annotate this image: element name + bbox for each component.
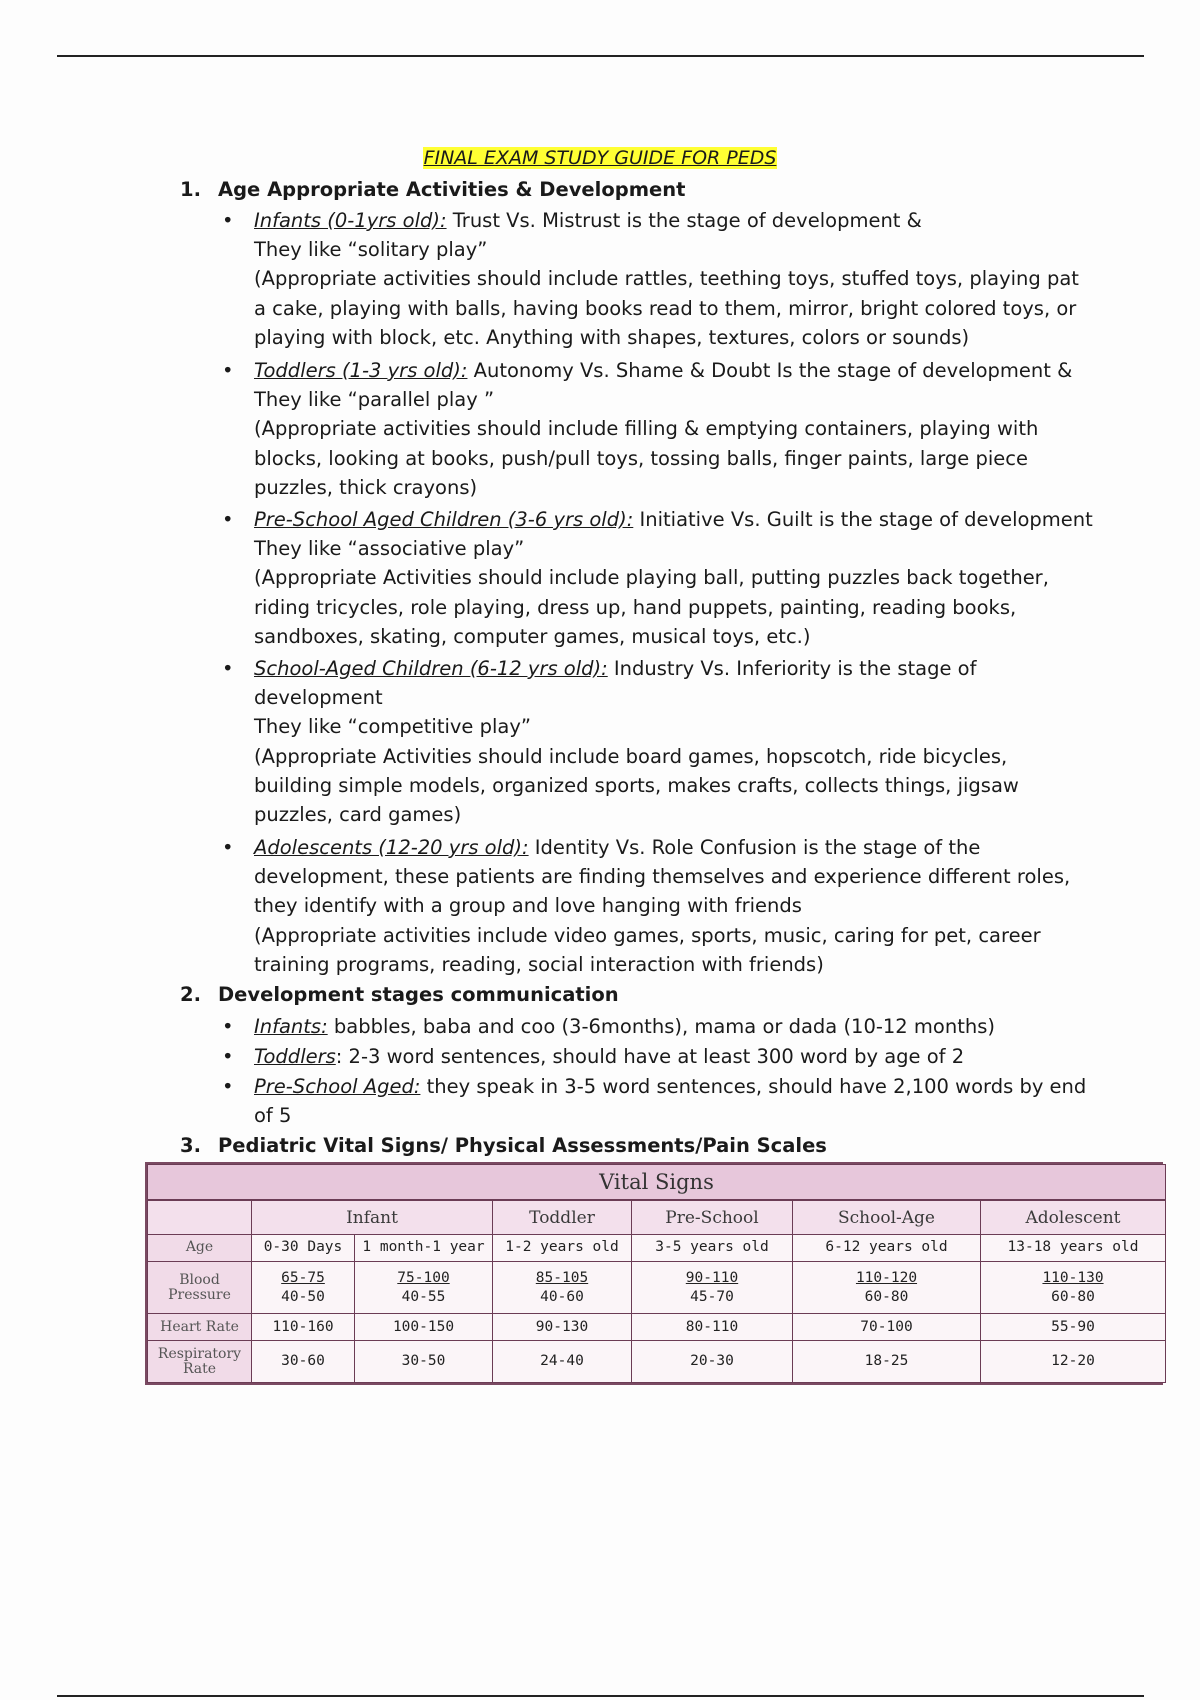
bp-cell: 110-130 60-80 xyxy=(981,1261,1166,1313)
list-item-preschool: • Pre-School Aged Children (3-6 yrs old): Initiative Vs. Guilt is the stage of development They like “associative play” (Appropriate Activities should include playing ball, putting puzzles back together, riding tricycles, role playing, dress up, hand puppets, painting, reading books, sandboxes, skating, computer games, musical toys, etc.) xyxy=(222,505,1102,651)
row-label-respiratory-rate: Respiratory Rate xyxy=(148,1341,252,1383)
header-adolescent: Adolescent xyxy=(981,1200,1166,1235)
top-rule xyxy=(57,55,1144,57)
list-item-school-age: • School-Aged Children (6-12 yrs old): Industry Vs. Inferiority is the stage of development They like “competitive play” (Appropriate Activities should include board games, hopscotch, ride bicycles, building simple models, organized sports, makes crafts, collects things, jigsaw puzzles, card games) xyxy=(222,654,1102,829)
section-heading-2: 2. Development stages communication xyxy=(180,983,619,1006)
hr-cell: 70-100 xyxy=(793,1314,981,1341)
row-label-blood-pressure: Blood Pressure xyxy=(148,1261,252,1313)
bp-cell: 110-120 60-80 xyxy=(793,1261,981,1313)
age-cell: 3-5 years old xyxy=(632,1235,793,1262)
table-row-age xyxy=(148,1235,1166,1262)
bullet-icon: • xyxy=(222,359,234,382)
bp-cell: 65-75 40-50 xyxy=(252,1261,355,1313)
age-cell: 1 month-1 year xyxy=(355,1235,493,1262)
bp-cell: 90-110 45-70 xyxy=(632,1261,793,1313)
table-row-blood-pressure xyxy=(148,1261,1166,1313)
age-cell: 13-18 years old xyxy=(981,1235,1166,1262)
header-preschool: Pre-School xyxy=(632,1200,793,1235)
section-heading-1: 1. Age Appropriate Activities & Development xyxy=(180,178,686,201)
bottom-rule xyxy=(57,1695,1144,1697)
list-item-toddlers: • Toddlers (1-3 yrs old): Autonomy Vs. Shame & Doubt Is the stage of development & They like “parallel play ” (Appropriate activities should include filling & emptying containers, playing with blocks, looking at books, push/pull toys, tossing balls, finger paints, large piece puzzles, thick crayons) xyxy=(222,356,1102,502)
age-cell: 6-12 years old xyxy=(793,1235,981,1262)
age-cell: 1-2 years old xyxy=(493,1235,632,1262)
table-row-respiratory-rate xyxy=(148,1341,1166,1383)
header-infant: Infant xyxy=(252,1200,493,1235)
page-title: FINAL EXAM STUDY GUIDE FOR PEDS xyxy=(423,147,777,169)
bullet-icon: • xyxy=(222,1045,234,1068)
list-item-adolescents: • Adolescents (12-20 yrs old): Identity Vs. Role Confusion is the stage of the development, these patients are finding themselves and experience different roles, they identify with a group and love hanging with friends (Appropriate activities include video games, sports, music, caring for pet, career training programs, reading, social interaction with friends) xyxy=(222,833,1102,979)
table-row-heart-rate xyxy=(148,1314,1166,1341)
hr-cell: 55-90 xyxy=(981,1314,1166,1341)
rr-cell: 24-40 xyxy=(493,1341,632,1383)
hr-cell: 80-110 xyxy=(632,1314,793,1341)
row-label-age: Age xyxy=(148,1235,252,1262)
list-item-comm-infants: • Infants: babbles, baba and coo (3-6months), mama or dada (10-12 months) xyxy=(222,1012,1102,1041)
bp-cell: 85-105 40-60 xyxy=(493,1261,632,1313)
bullet-icon: • xyxy=(222,508,234,531)
vital-signs-table xyxy=(145,1162,1163,1385)
list-item-infants: • Infants (0-1yrs old): Trust Vs. Mistrust is the stage of development & They like “solitary play” (Appropriate activities should include rattles, teething toys, stuffed toys, playing pat a cake, playing with balls, having books read to them, mirror, bright colored toys, or playing with block, etc. Anything with shapes, textures, colors or sounds) xyxy=(222,206,1102,352)
list-item-comm-toddlers: • Toddlers: 2-3 word sentences, should have at least 300 word by age of 2 xyxy=(222,1042,1102,1071)
vital-signs-caption: Vital Signs xyxy=(148,1165,1166,1201)
section-heading-3: 3. Pediatric Vital Signs/ Physical Assessments/Pain Scales xyxy=(180,1134,827,1157)
rr-cell: 30-50 xyxy=(355,1341,493,1383)
bullet-icon: • xyxy=(222,209,234,232)
hr-cell: 110-160 xyxy=(252,1314,355,1341)
rr-cell: 30-60 xyxy=(252,1341,355,1383)
header-toddler: Toddler xyxy=(493,1200,632,1235)
bullet-icon: • xyxy=(222,1015,234,1038)
rr-cell: 12-20 xyxy=(981,1341,1166,1383)
row-label-heart-rate: Heart Rate xyxy=(148,1314,252,1341)
hr-cell: 100-150 xyxy=(355,1314,493,1341)
bullet-icon: • xyxy=(222,657,234,680)
age-cell: 0-30 Days xyxy=(252,1235,355,1262)
corner-cell xyxy=(148,1200,252,1235)
bp-cell: 75-100 40-55 xyxy=(355,1261,493,1313)
bullet-icon: • xyxy=(222,836,234,859)
bullet-icon: • xyxy=(222,1075,234,1098)
list-item-comm-preschool: • Pre-School Aged: they speak in 3-5 word sentences, should have 2,100 words by end of 5 xyxy=(222,1072,1102,1130)
hr-cell: 90-130 xyxy=(493,1314,632,1341)
rr-cell: 20-30 xyxy=(632,1341,793,1383)
header-school-age: School-Age xyxy=(793,1200,981,1235)
rr-cell: 18-25 xyxy=(793,1341,981,1383)
